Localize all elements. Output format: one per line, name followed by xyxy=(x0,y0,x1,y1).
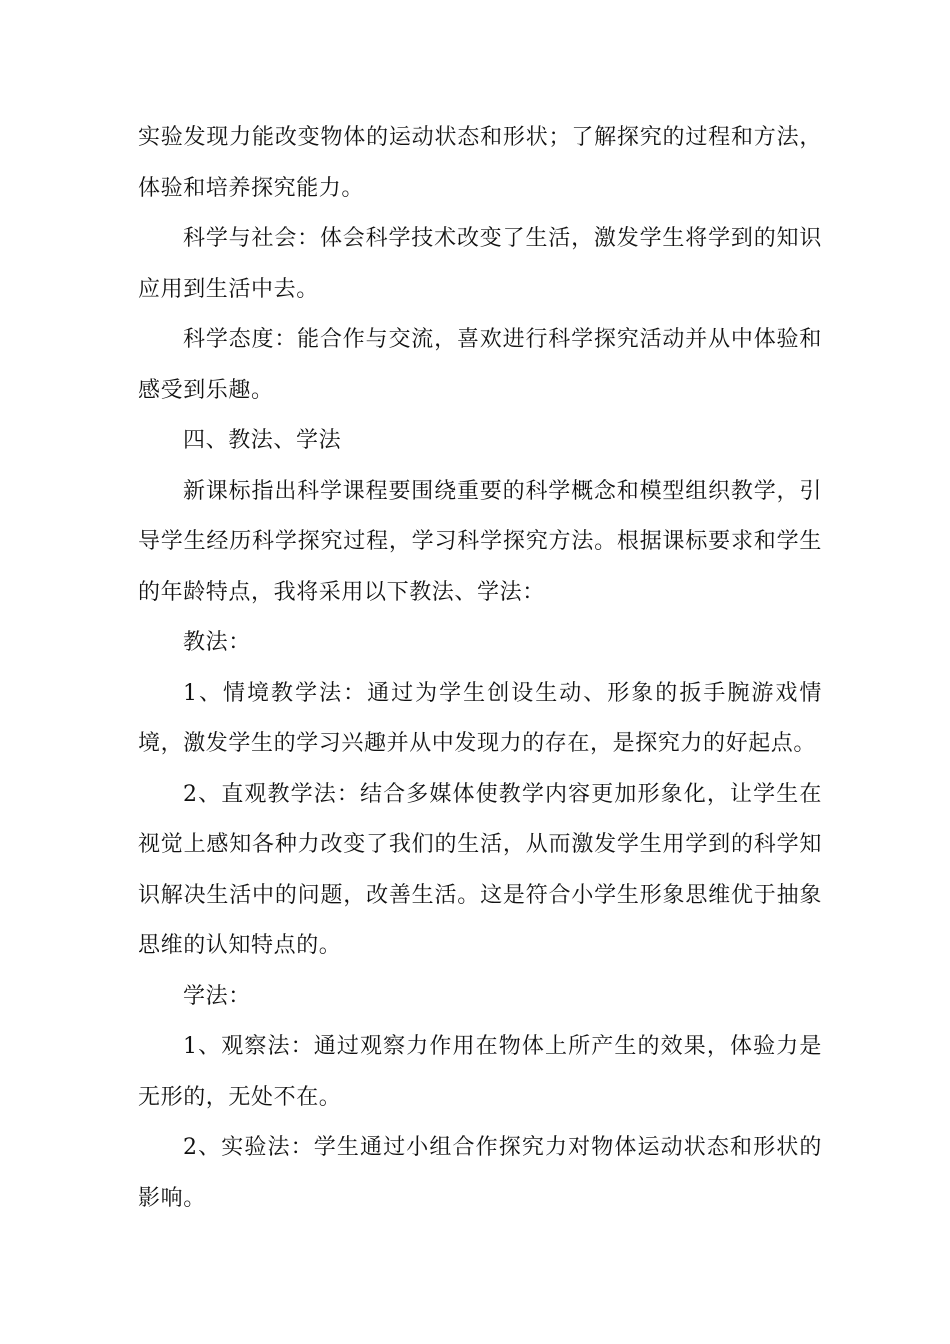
paragraph-science-attitude: 科学态度：能合作与交流，喜欢进行科学探究活动并从中体验和感受到乐趣。 xyxy=(138,327,822,403)
paragraph-curriculum-standard: 新课标指出科学课程要围绕重要的科学概念和模型组织教学，引导学生经历科学探究过程，学习科学探究方法。根据课标要求和学生的年龄特点，我将采用以下教法、学法： xyxy=(138,478,822,605)
paragraph-science-and-society: 科学与社会：体会科学技术改变了生活，激发学生将学到的知识应用到生活中去。 xyxy=(138,226,822,302)
paragraph-situational-teaching: 1、情境教学法：通过为学生创设生动、形象的扳手腕游戏情境，激发学生的学习兴趣并从中发现力的存在，是探究力的好起点。 xyxy=(138,680,822,756)
document-body xyxy=(138,113,822,1224)
subheading-teaching-method: 教法： xyxy=(183,630,251,655)
paragraph-continuation: 实验发现力能改变物体的运动状态和形状；了解探究的过程和方法，体验和培养探究能力。 xyxy=(138,125,822,201)
paragraph-experiment-method: 2、实验法：学生通过小组合作探究力对物体运动状态和形状的影响。 xyxy=(138,1135,822,1211)
paragraph-intuitive-teaching: 2、直观教学法：结合多媒体使教学内容更加形象化，让学生在视觉上感知各种力改变了我们的生活，从而激发学生用学到的科学知识解决生活中的问题，改善生活。这是符合小学生形象思维优于抽象思维的认知特点的。 xyxy=(138,781,822,958)
section-heading-teaching-methods: 四、教法、学法 xyxy=(183,428,342,453)
subheading-learning-method: 学法： xyxy=(183,983,251,1009)
paragraph-observation-method: 1、观察法：通过观察力作用在物体上所产生的效果，体验力是无形的，无处不在。 xyxy=(138,1034,822,1110)
